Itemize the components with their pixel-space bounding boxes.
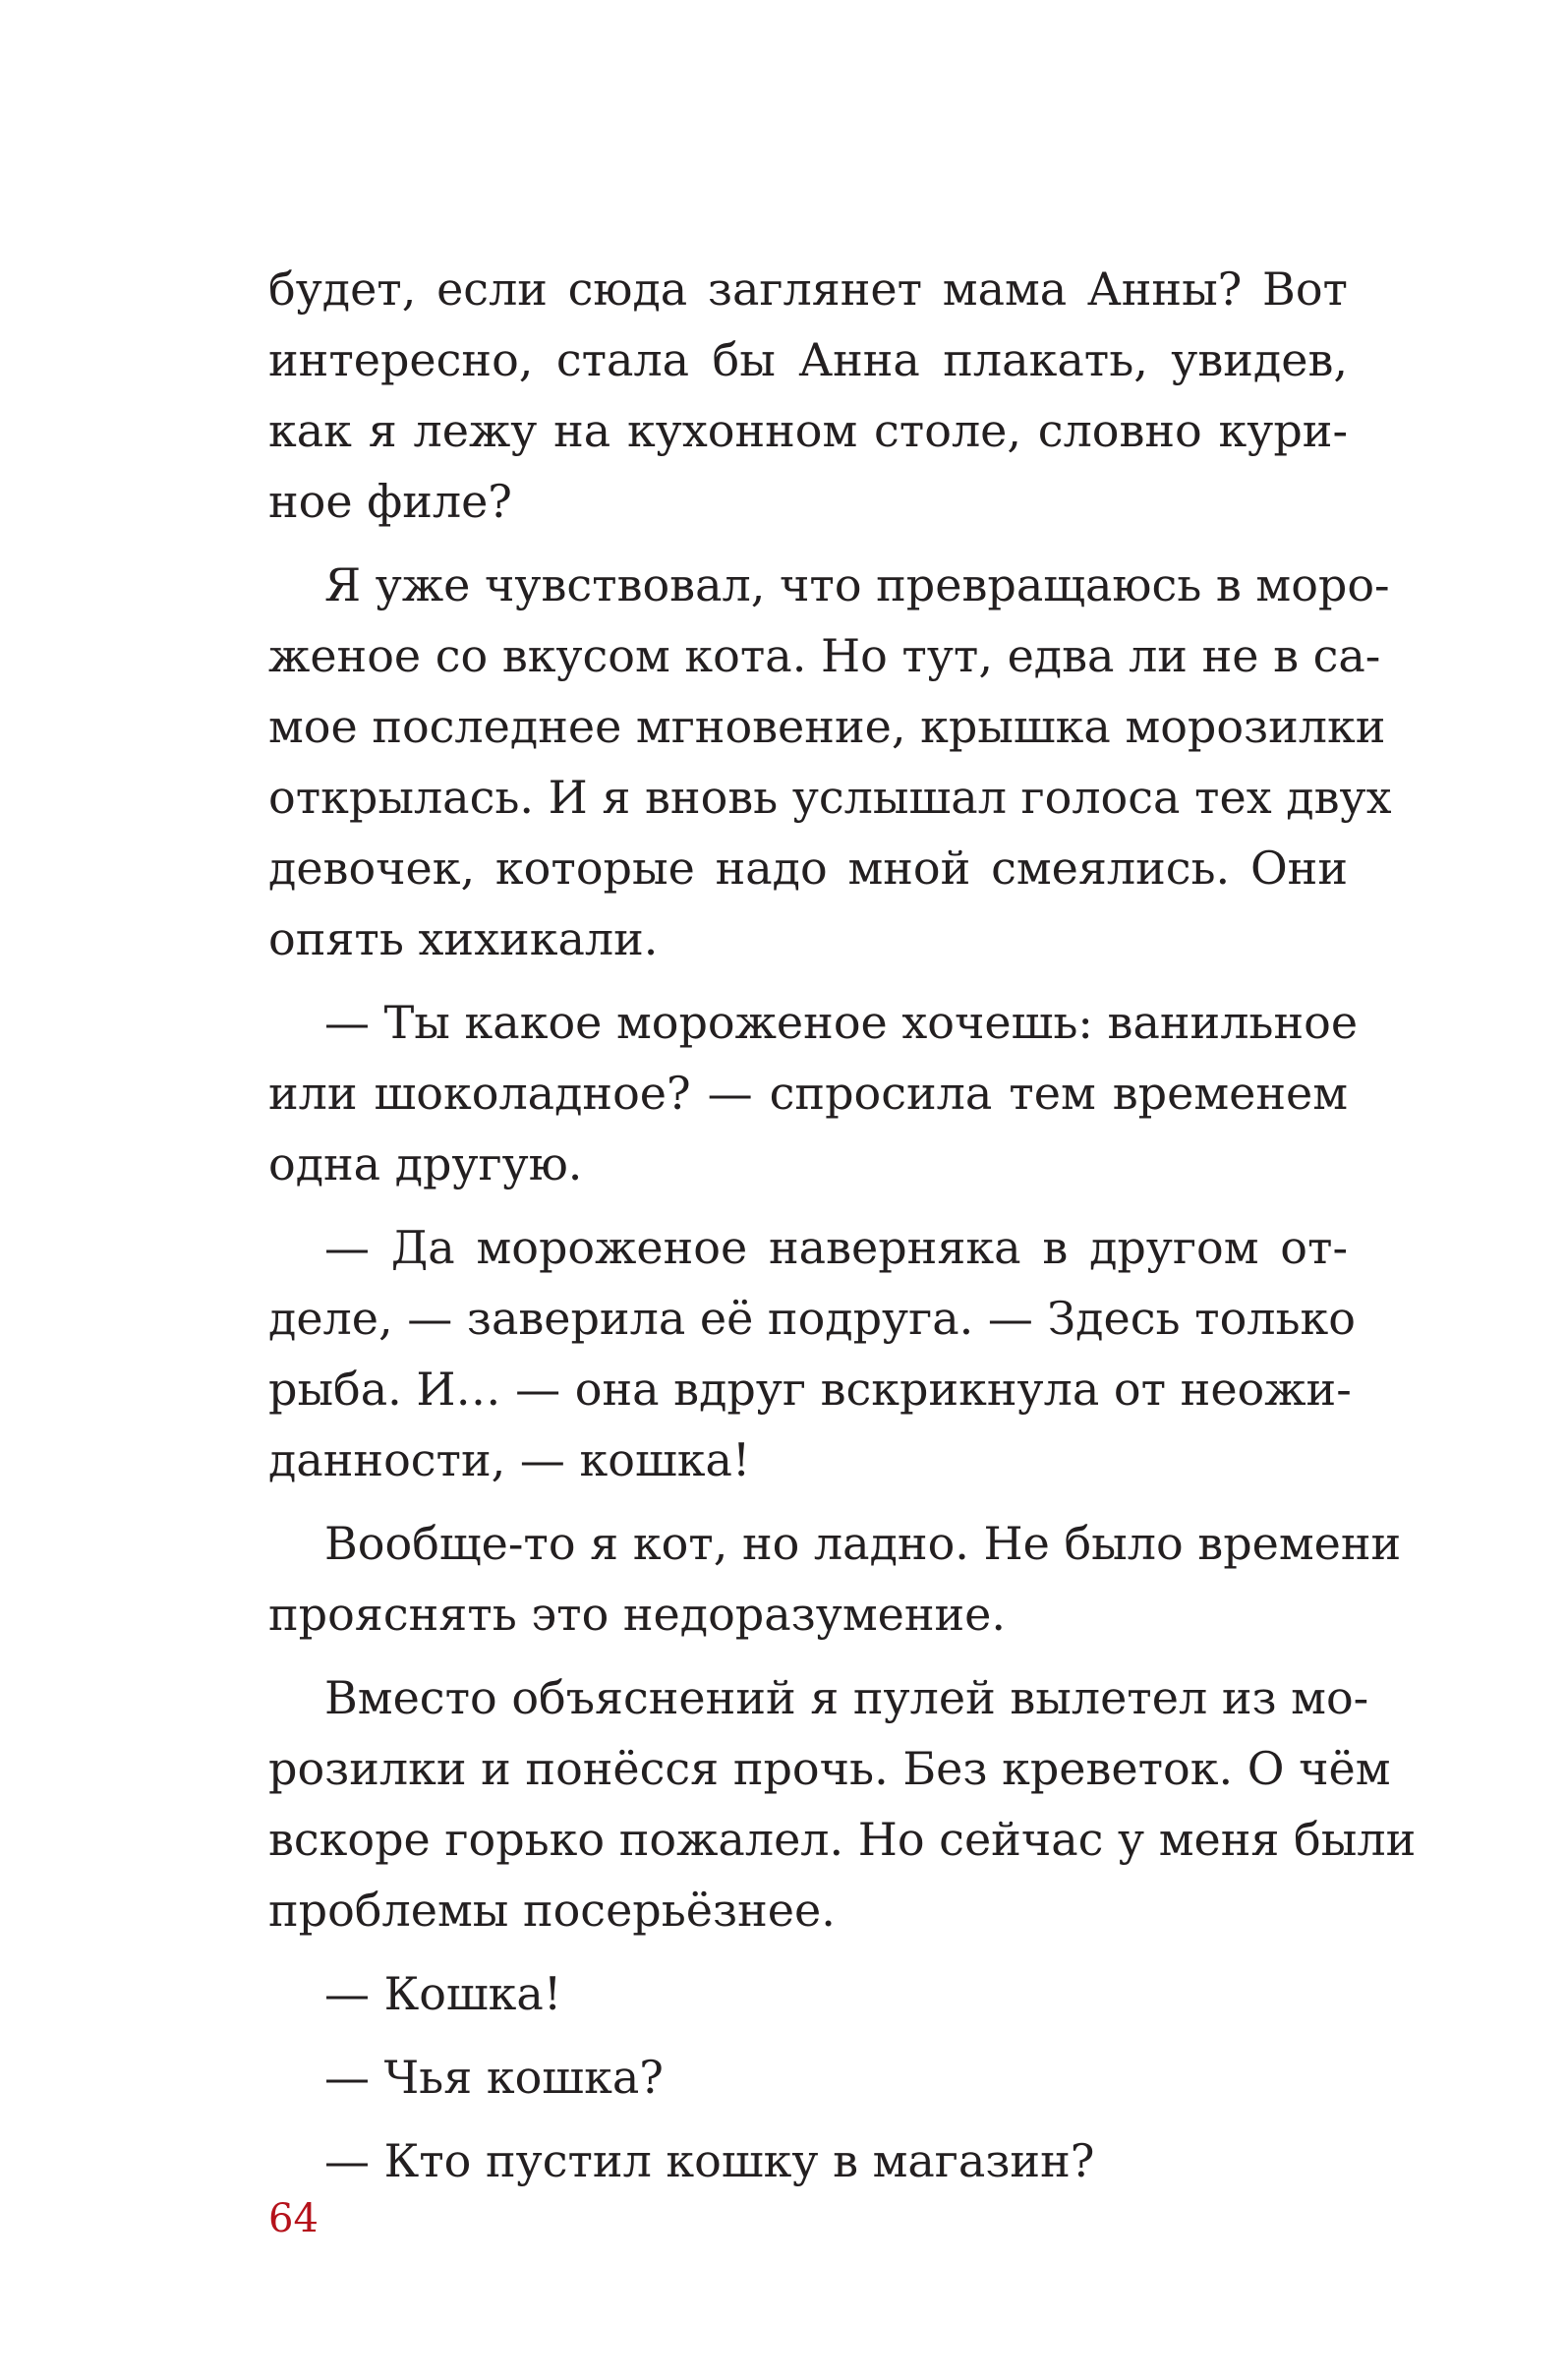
text-line: проблемы посерьёзнее. <box>268 1884 836 1937</box>
text-line: как я лежу на кухонном столе, словно кури- <box>268 404 1348 457</box>
text-line: — Кто пустил кошку в магазин? <box>324 2134 1095 2187</box>
dialogue-line <box>268 1958 1348 2029</box>
text-line: Вообще-то я кот, но ладно. Не было времени <box>324 1517 1402 1570</box>
text-line: данности, — кошка! <box>268 1433 751 1486</box>
text-line: рыба. И… — она вдруг вскрикнула от неожи- <box>268 1363 1352 1416</box>
text-line: Я уже чувствовал, что превращаюсь в моро- <box>324 558 1390 611</box>
text-line: — Чья кошка? <box>324 2051 664 2104</box>
paragraph <box>268 550 1392 974</box>
dialogue-line <box>268 2042 1348 2113</box>
text-line: опять хихикали. <box>268 912 659 965</box>
body-text <box>268 254 1417 2196</box>
paragraph <box>268 1212 1356 1495</box>
text-line: одна другую. <box>268 1137 583 1190</box>
text-line: женое со вкусом кота. Но тут, едва ли не в са- <box>268 629 1381 682</box>
text-line: — Ты какое мороженое хочешь: ванильное <box>324 996 1359 1049</box>
text-line: интересно, стала бы Анна плакать, увидев, <box>268 333 1348 386</box>
text-line: или шоколадное? — спросила тем временем <box>268 1067 1348 1120</box>
paragraph <box>268 1662 1417 1945</box>
paragraph <box>268 987 1359 1199</box>
text-line: вскоре горько пожалел. Но сейчас у меня были <box>268 1813 1417 1866</box>
text-line: — Кошка! <box>324 1967 562 2020</box>
text-line: розилки и понёсся прочь. Без креветок. О чём <box>268 1742 1391 1795</box>
text-line: — Да мороженое наверняка в другом от- <box>324 1221 1348 1274</box>
text-line: прояснять это недоразумение. <box>268 1588 1006 1641</box>
text-line: девочек, которые надо мной смеялись. Они <box>268 842 1348 895</box>
page-number: 64 <box>268 2196 319 2241</box>
text-line: деле, — заверила её подруга. — Здесь только <box>268 1292 1356 1345</box>
dialogue-line <box>268 2125 1348 2196</box>
paragraph <box>268 254 1348 537</box>
text-line: открылась. И я вновь услышал голоса тех двух <box>268 771 1392 824</box>
paragraph <box>268 1508 1402 1650</box>
text-line: ное филе? <box>268 475 512 528</box>
text-line: мое последнее мгновение, крышка морозилки <box>268 700 1386 753</box>
text-line: Вместо объяснений я пулей вылетел из мо- <box>324 1671 1369 1724</box>
text-line: будет, если сюда заглянет мама Анны? Вот <box>268 262 1348 316</box>
